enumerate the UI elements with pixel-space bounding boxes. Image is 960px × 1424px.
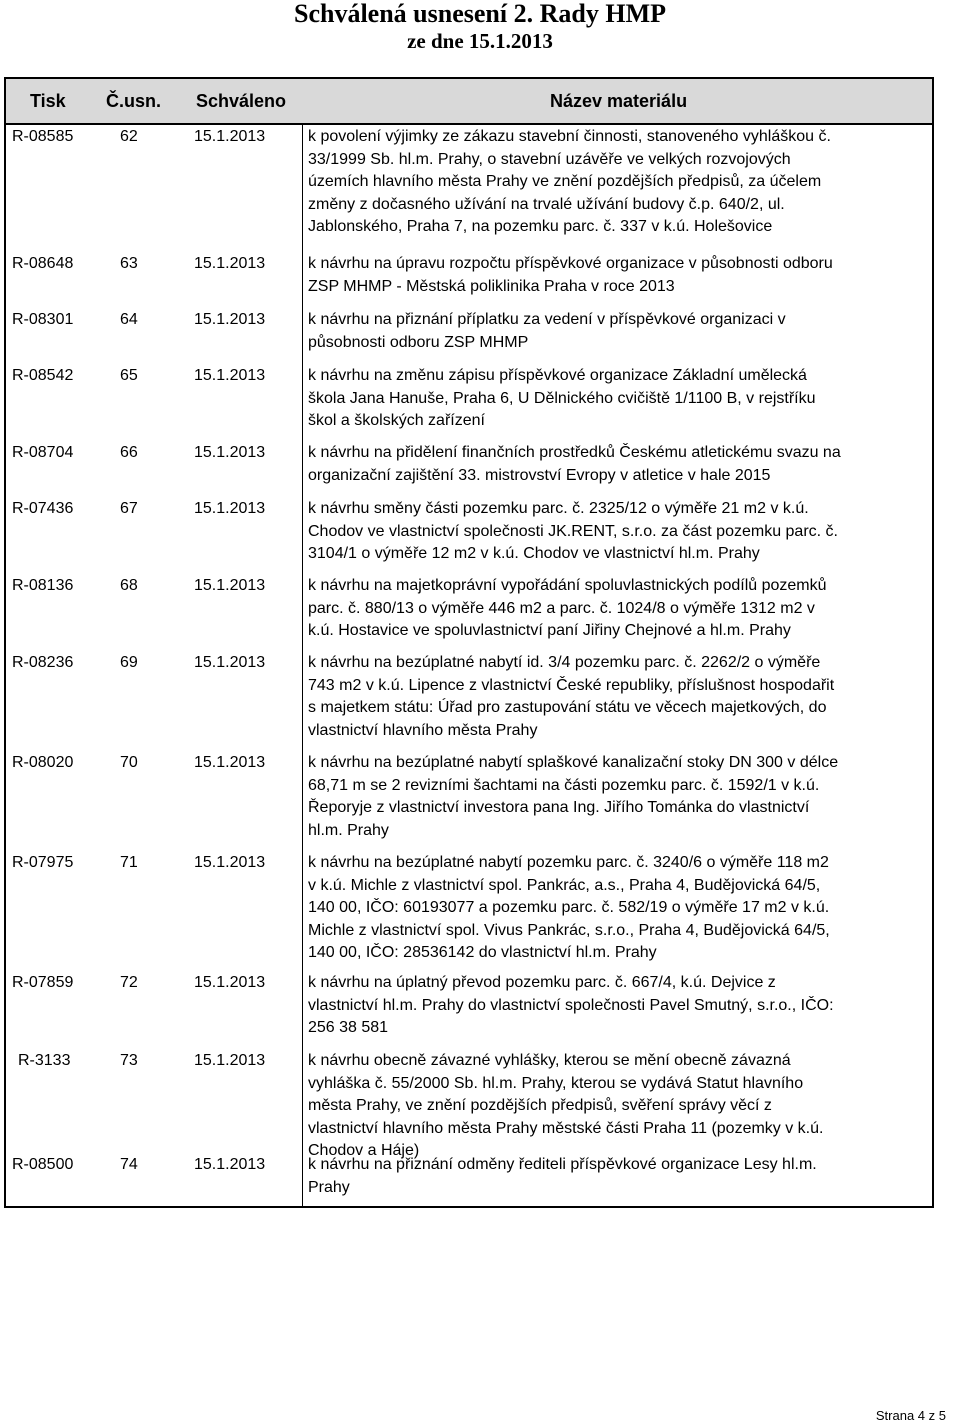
nazev-line: Chodov a Háje) <box>308 1142 420 1159</box>
nazev-line: 256 38 581 <box>308 1019 389 1036</box>
nazev-line: vlastnictví hlavního města Prahy městské části Praha 11 (pozemky v k.ú. <box>308 1119 824 1137</box>
nazev-line: Prahy <box>308 1178 350 1196</box>
cell-date: 15.1.2013 <box>194 754 266 771</box>
header-tisk: Tisk <box>30 91 66 111</box>
cell-tisk: R-08136 <box>12 577 74 594</box>
nazev-line: 33/1999 Sb. hl.m. Prahy, o stavební uzávěře ve velkých rozvojových <box>308 150 791 168</box>
nazev-line: 68,71 m se 2 revizními šachtami na části pozemku parc. č. 1592/1 v k.ú. <box>308 776 820 794</box>
cell-nazev <box>308 575 930 643</box>
nazev-line: územích hlavního města Prahy ve znění pozdějších předpisů, za účelem <box>308 173 822 190</box>
cell-date: 15.1.2013 <box>194 444 266 461</box>
cell-cusn: 67 <box>120 500 138 517</box>
nazev-line: vyhláška č. 55/2000 Sb. hl.m. Prahy, kterou se vydává Statut hlavního <box>308 1074 804 1092</box>
column-divider <box>302 124 303 1206</box>
cell-nazev <box>308 365 930 433</box>
cell-nazev <box>308 972 930 1040</box>
page-title: Schválená usnesení 2. Rady HMP <box>294 0 666 28</box>
cell-nazev <box>308 126 930 239</box>
cell-cusn: 63 <box>120 255 138 272</box>
cell-cusn: 70 <box>120 754 138 771</box>
cell-cusn: 68 <box>120 577 138 594</box>
cell-cusn: 65 <box>120 367 138 384</box>
nazev-line: k návrhu obecně závazné vyhlášky, kterou se mění obecně závazná <box>308 1052 791 1069</box>
table-header <box>4 77 934 125</box>
cell-nazev <box>308 442 930 487</box>
resolutions-table <box>4 123 934 1208</box>
nazev-line: k povolení výjimky ze zákazu stavební činnosti, stanoveného vyhláškou č. <box>308 128 831 145</box>
cell-cusn: 73 <box>120 1052 138 1069</box>
nazev-line: k návrhu na přiznání příplatku za vedení v příspěvkové organizaci v <box>308 311 786 328</box>
nazev-line: města Prahy, ve znění pozdějších předpisů, svěření správy věcí z <box>308 1097 772 1114</box>
nazev-line: k návrhu na přidělení finančních prostředků Českému atletickému svazu na <box>308 444 841 461</box>
nazev-line: škol a školských zařízení <box>308 412 485 429</box>
cell-date: 15.1.2013 <box>194 500 266 517</box>
cell-cusn: 71 <box>120 854 138 871</box>
cell-tisk: R-08704 <box>12 444 74 461</box>
header-nazev: Název materiálu <box>550 91 688 111</box>
page-subtitle: ze dne 15.1.2013 <box>407 29 553 53</box>
cell-nazev <box>308 752 930 842</box>
cell-tisk: R-08585 <box>12 128 74 145</box>
cell-nazev <box>308 652 930 742</box>
cell-date: 15.1.2013 <box>194 974 266 991</box>
nazev-line: s majetkem státu: Úřad pro zastupování státu ve věcech majetkových, do <box>308 699 827 716</box>
cell-cusn: 74 <box>120 1156 138 1173</box>
cell-nazev <box>308 498 930 566</box>
cell-tisk: R-3133 <box>18 1052 71 1069</box>
nazev-line: změny z dočasného užívání na trvalé užívání budovy č.p. 640/2, ul. <box>308 195 785 213</box>
cell-nazev <box>308 253 930 298</box>
nazev-line: parc. č. 880/13 o výměře 446 m2 a parc. č. 1024/8 o výměře 1312 m2 v <box>308 599 815 617</box>
nazev-line: Řeporyje z vlastnictví investora pana Ing. Jiřího Tománka do vlastnictví <box>308 799 810 816</box>
cell-cusn: 66 <box>120 444 138 461</box>
cell-date: 15.1.2013 <box>194 367 266 384</box>
cell-tisk: R-08648 <box>12 255 74 272</box>
nazev-line: k návrhu na úpravu rozpočtu příspěvkové organizace v působnosti odboru <box>308 255 833 272</box>
nazev-line: 140 00, IČO: 60193077 a pozemku parc. č. 582/19 o výměře 17 m2 v k.ú. <box>308 899 830 916</box>
nazev-line: k návrhu na majetkoprávní vypořádání spoluvlastnických podílů pozemků <box>308 577 827 594</box>
nazev-line: Jablonského, Praha 7, na pozemku parc. č. 337 v k.ú. Holešovice <box>308 218 773 235</box>
header-cusn: Č.usn. <box>106 91 162 111</box>
cell-tisk: R-07859 <box>12 974 74 991</box>
nazev-line: 3104/1 o výměře 12 m2 v k.ú. Chodov ve vlastnictví hl.m. Prahy <box>308 545 760 562</box>
nazev-line: v k.ú. Michle z vlastnictví spol. Pankrác, a.s., Praha 4, Budějovická 64/5, <box>308 876 821 894</box>
cell-date: 15.1.2013 <box>194 854 266 871</box>
cell-date: 15.1.2013 <box>194 654 266 671</box>
nazev-line: k.ú. Hostavice ve spoluvlastnictví paní Jiřiny Chejnové a hl.m. Prahy <box>308 622 791 639</box>
nazev-line: k návrhu na bezúplatné nabytí id. 3/4 pozemku parc. č. 2262/2 o výměře <box>308 654 821 671</box>
cell-nazev <box>308 852 930 965</box>
cell-tisk: R-07975 <box>12 854 74 871</box>
nazev-line: působnosti odboru ZSP MHMP <box>308 333 529 351</box>
nazev-line: k návrhu na bezúplatné nabytí splaškové kanalizační stoky DN 300 v délce <box>308 754 839 771</box>
nazev-line: vlastnictví hlavního města Prahy <box>308 721 538 739</box>
cell-tisk: R-08542 <box>12 367 74 384</box>
cell-date: 15.1.2013 <box>194 1156 266 1173</box>
cell-tisk: R-08020 <box>12 754 74 771</box>
nazev-line: 140 00, IČO: 28536142 do vlastnictví hl.m. Prahy <box>308 944 657 961</box>
cell-cusn: 64 <box>120 311 138 328</box>
header-schvaleno: Schváleno <box>196 91 287 111</box>
cell-cusn: 72 <box>120 974 138 991</box>
cell-date: 15.1.2013 <box>194 128 266 145</box>
nazev-line: hl.m. Prahy <box>308 821 389 839</box>
cell-tisk: R-08500 <box>12 1156 74 1173</box>
nazev-line: k návrhu na úplatný převod pozemku parc. č. 667/4, k.ú. Dejvice z <box>308 974 776 991</box>
nazev-line: k návrhu na bezúplatné nabytí pozemku parc. č. 3240/6 o výměře 118 m2 <box>308 854 829 871</box>
cell-tisk: R-08301 <box>12 311 74 328</box>
cell-nazev <box>308 1050 930 1163</box>
cell-date: 15.1.2013 <box>194 255 266 272</box>
cell-date: 15.1.2013 <box>194 1052 266 1069</box>
nazev-line: 743 m2 v k.ú. Lipence z vlastnictví České republiky, příslušnost hospodařit <box>308 676 835 694</box>
cell-nazev <box>308 1154 930 1199</box>
cell-tisk: R-08236 <box>12 654 74 671</box>
cell-cusn: 62 <box>120 128 138 145</box>
cell-date: 15.1.2013 <box>194 311 266 328</box>
cell-nazev <box>308 309 930 354</box>
cell-date: 15.1.2013 <box>194 577 266 594</box>
nazev-line: organizační zajištění 33. mistrovství Evropy v atletice v hale 2015 <box>308 466 771 484</box>
nazev-line: škola Jana Hanuše, Praha 6, U Dělnického cvičiště 1/1100 B, v rejstříku <box>308 389 816 407</box>
nazev-line: ZSP MHMP - Městská poliklinika Praha v roce 2013 <box>308 277 675 295</box>
cell-cusn: 69 <box>120 654 138 671</box>
nazev-line: Chodov ve vlastnictví společnosti JK.RENT, s.r.o. za část pozemku parc. č. <box>308 522 838 540</box>
nazev-line: k návrhu na změnu zápisu příspěvkové organizace Základní umělecká <box>308 367 807 384</box>
page-number: Strana 4 z 5 <box>875 1408 946 1423</box>
cell-tisk: R-07436 <box>12 500 74 517</box>
nazev-line: k návrhu směny části pozemku parc. č. 2325/12 o výměře 21 m2 v k.ú. <box>308 500 809 517</box>
nazev-line: Michle z vlastnictví spol. Vivus Pankrác, s.r.o., Praha 4, Budějovická 64/5, <box>308 921 830 939</box>
nazev-line: k návrhu na přiznání odměny řediteli příspěvkové organizace Lesy hl.m. <box>308 1156 817 1173</box>
nazev-line: vlastnictví hl.m. Prahy do vlastnictví společnosti Pavel Smutný, s.r.o., IČO: <box>308 996 834 1014</box>
